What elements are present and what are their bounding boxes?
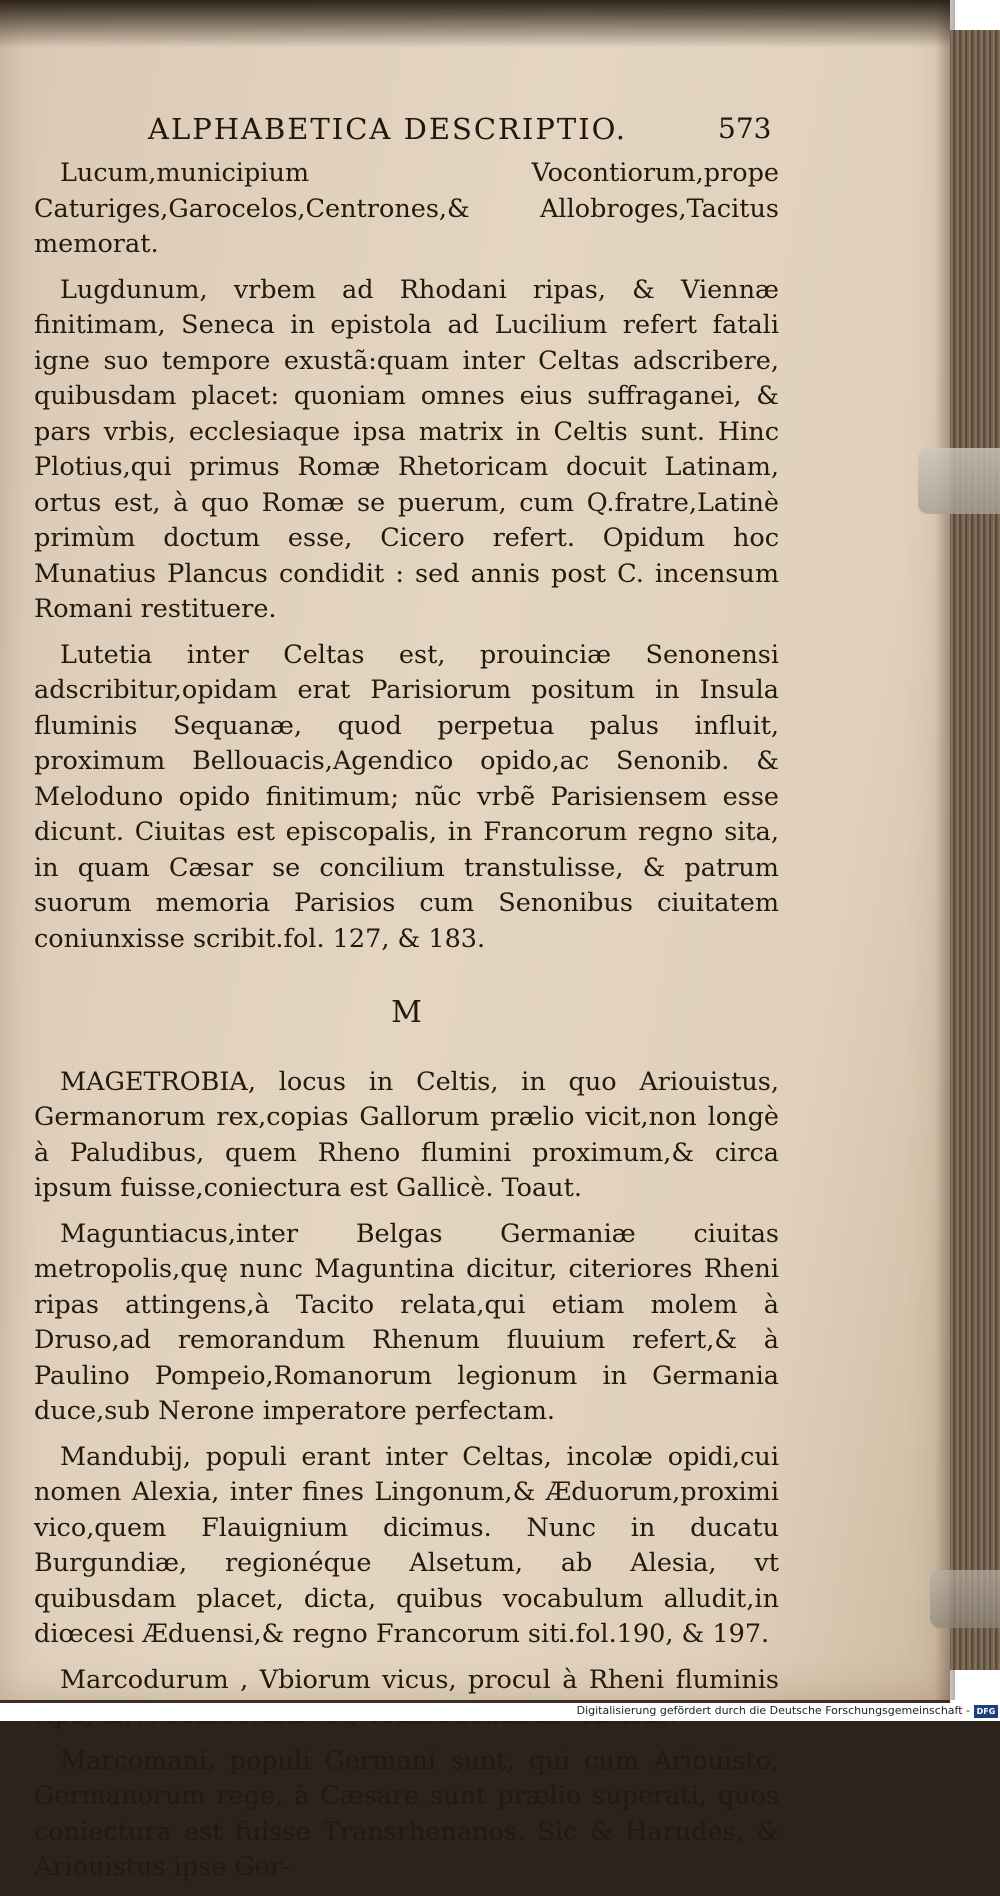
page-clip-lower [930, 1570, 1000, 1628]
page-number: 573 [718, 112, 772, 145]
paragraph-lucum: Lucum,municipium Vocontiorum,prope Caturiges,Garocelos,Centrones,& Allobroges,Tacitus memorat. [34, 158, 779, 259]
dfg-logo: DFG [974, 1705, 998, 1718]
text-block [34, 156, 779, 1896]
page-clip-upper [918, 448, 1000, 514]
paragraph-lugdunum: Lugdunum, vrbem ad Rhodani ripas, & Viennæ finitimam, Seneca in epistola ad Lucilium refert fatali igne suo tempore exustã:quam inter Celtas adscribere, quibusdam placet: quoniam omnes eius suffraganei, & pars vrbis, ecclesiaque ipsa matrix in Celtis sunt. Hinc Plotius,qui primus Romæ Rhetoricam docuit Latinam, ortus est, à quo Romæ se puerum, cum Q.fratre,Latinè primùm doctum esse, Cicero refert. Opidum hoc Munatius Plancus condidit : sed annis post C. incensum Romani restituere. [34, 274, 779, 624]
page-top-shadow [0, 0, 950, 48]
paragraph-lutetia: Lutetia inter Celtas est, prouinciæ Senonensi adscribitur,opidam erat Parisiorum positum in Insula fluminis Sequanæ, quod perpetua palus influit, proximum Bellouacis,Agendico opido,ac Senonib. & Meloduno opido finitimum; nũc vrbẽ Parisiensem esse dicunt. Ciuitas est episcopalis, in Francorum regno sita, in quam Cæsar se concilium transtulisse, & patrum suorum memoria Parisios cum Senonibus ciuitatem coniunxisse scribit.fol. 127, & 183. [34, 639, 779, 954]
paragraph-maguntiacus: Maguntiacus,inter Belgas Germaniæ ciuitas metropolis,quę nunc Maguntina dicitur, citeriores Rheni ripas attingens,à Tacito relata,qui etiam molem à Druso,ad remorandum Rhenum fluuium refert,& à Paulino Pompeio,Romanorum legionum in Germania duce,sub Nerone imperatore perfectam. [34, 1218, 779, 1426]
footer-credit: Digitalisierung gefördert durch die Deutsche Forschungsgemeinschaft - [576, 1704, 970, 1717]
paragraph-magetrobia: MAGETROBIA, locus in Celtis, in quo Ariouistus, Germanorum rex,copias Gallorum prælio vicit,non longè à Paludibus, quem Rheno flumini proximum,& circa ipsum fuisse,coniectura est Gallicè. Toaut. [34, 1066, 779, 1203]
running-head [148, 112, 948, 156]
paragraph-marcomani: Marcomani, populi Germani sunt, qui cum Ariouisto, Germanorum rege, à Cæsare sunt prælio superati, quos coniectura est fuisse Transrhenanos. Sic & Harudes, & Ariouistus ipse Ger- [34, 1745, 779, 1882]
page-edges [950, 30, 1000, 1670]
running-head-title: ALPHABETICA DESCRIPTIO. [148, 112, 627, 146]
paragraph-mandubij: Mandubij, populi erant inter Celtas, incolæ opidi,cui nomen Alexia, inter fines Lingonum,& Æduorum,proximi vico,quem Flauignium dicimus. Nunc in ducatu Burgundiæ, regionéque Alsetum, ab Alesia, vt quibusdam placet, dicta, quibus vocabulum alludit,in diœcesi Æduensi,& regno Francorum siti.fol.190, & 197. [34, 1441, 779, 1649]
paragraph-marcodurum: Marcodurum , Vbiorum vicus, procul à Rheni fluminis [60, 1664, 779, 1695]
section-letter: M [391, 995, 422, 1030]
footer [0, 1703, 1000, 1721]
